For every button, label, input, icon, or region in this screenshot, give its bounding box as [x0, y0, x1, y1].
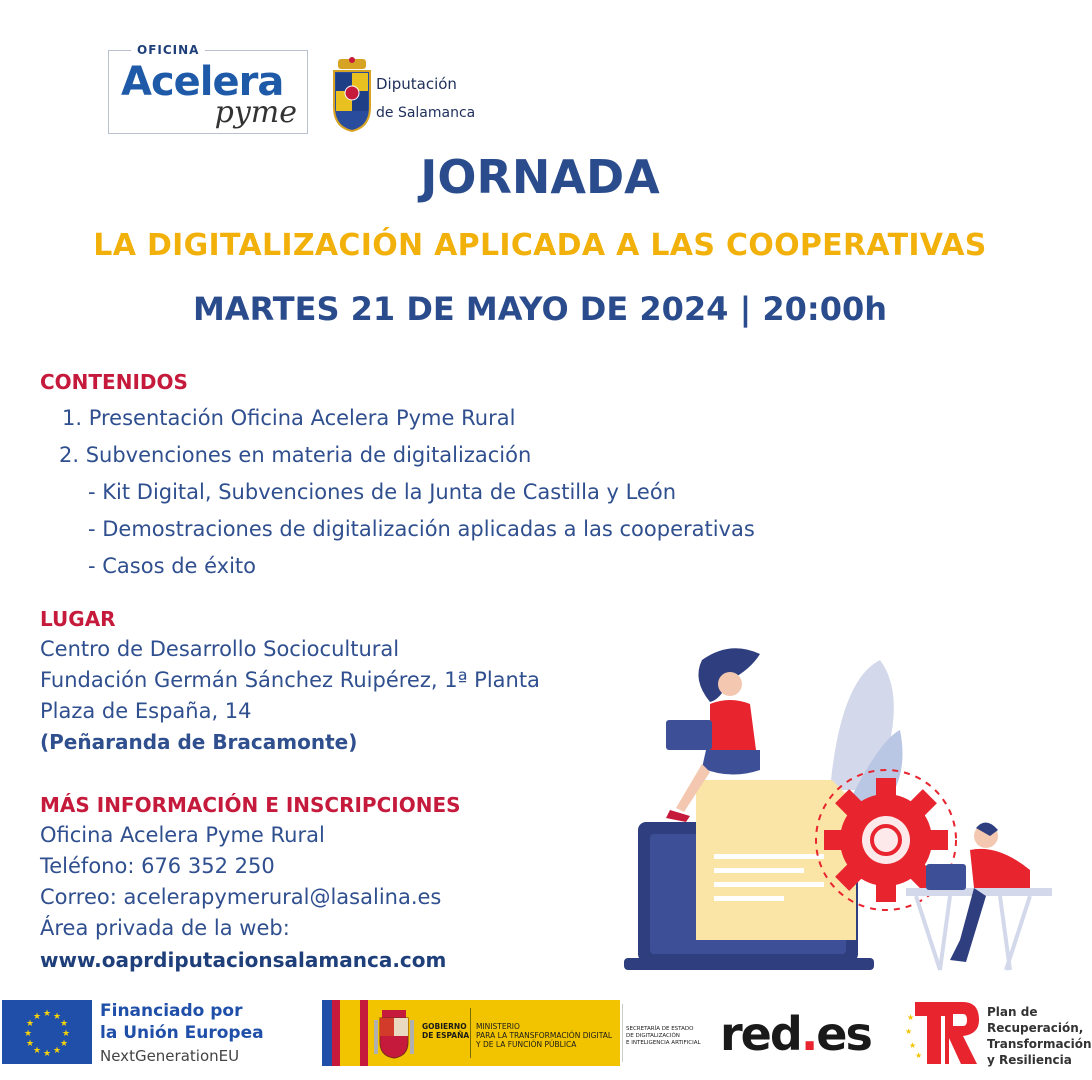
svg-text:★: ★: [42, 1009, 52, 1019]
svg-text:★: ★: [909, 1041, 917, 1050]
eu-line2: la Unión Europea: [100, 1023, 264, 1043]
min-line2: PARA LA TRANSFORMACIÓN DIGITAL: [476, 1031, 613, 1040]
min-line1: MINISTERIO: [476, 1022, 520, 1031]
svg-text:★: ★: [905, 1027, 913, 1036]
eu-flag-icon: [2, 1000, 92, 1064]
sec-line1: SECRETARÍA DE ESTADO: [626, 1026, 694, 1032]
contenidos-item: 1. Presentación Oficina Acelera Pyme Rural: [62, 406, 516, 430]
svg-text:★: ★: [23, 1029, 33, 1039]
diputacion-salamanca-logo: [332, 55, 492, 135]
info-phone: Teléfono: 676 352 250: [40, 854, 275, 878]
svg-text:★: ★: [42, 1049, 52, 1059]
tr-logo-icon: [905, 1000, 981, 1066]
redes-dot: .: [800, 1007, 817, 1061]
eu-line3: NextGenerationEU: [100, 1047, 240, 1065]
info-email: Correo: acelerapymerural@lasalina.es: [40, 885, 442, 909]
red-es-logo: [720, 1007, 871, 1061]
gob-line2: DE ESPAÑA: [422, 1031, 470, 1040]
min-line3: Y DE LA FUNCIÓN PÚBLICA: [476, 1040, 577, 1049]
logo-pyme-text: pyme: [214, 95, 297, 130]
svg-text:★: ★: [52, 1046, 62, 1056]
svg-text:★: ★: [907, 1013, 915, 1022]
lugar-town: (Peñaranda de Bracamonte): [40, 730, 358, 754]
acelera-pyme-logo: [108, 43, 308, 134]
contenidos-title: CONTENIDOS: [40, 370, 188, 394]
diputacion-line1: Diputación: [376, 75, 457, 93]
lugar-line: Plaza de España, 14: [40, 699, 252, 723]
redes-left: red: [720, 1007, 801, 1061]
coat-of-arms-icon: [332, 57, 372, 133]
contenidos-item: 2. Subvenciones en materia de digitalización: [59, 443, 532, 467]
contenidos-subitem: - Demostraciones de digitalización aplicadas a las cooperativas: [88, 517, 755, 541]
info-web-link[interactable]: www.oaprdiputacionsalamanca.com: [40, 948, 447, 972]
plan-line4: y Resiliencia: [987, 1053, 1072, 1067]
svg-text:★: ★: [52, 1012, 62, 1022]
svg-text:★: ★: [25, 1039, 35, 1049]
redes-right: es: [816, 1007, 871, 1061]
spain-shield-icon: [372, 1006, 416, 1060]
plan-line3: Transformación: [987, 1037, 1092, 1051]
eu-funding-text: [100, 1000, 264, 1068]
event-heading: JORNADA: [420, 150, 660, 204]
svg-text:★: ★: [61, 1029, 71, 1039]
svg-text:★: ★: [59, 1019, 69, 1029]
contenidos-subitem: - Kit Digital, Subvenciones de la Junta de Castilla y León: [88, 480, 677, 504]
lugar-line: Centro de Desarrollo Sociocultural: [40, 637, 400, 661]
eu-stripe-icon: [322, 1000, 332, 1066]
sec-line2: DE DIGITALIZACIÓN: [626, 1033, 680, 1039]
svg-text:★: ★: [32, 1046, 42, 1056]
info-line: Oficina Acelera Pyme Rural: [40, 823, 325, 847]
svg-text:★: ★: [915, 1051, 923, 1060]
contenidos-subitem: - Casos de éxito: [88, 554, 257, 578]
info-title: MÁS INFORMACIÓN E INSCRIPCIONES: [40, 793, 461, 817]
info-line: Área privada de la web:: [40, 916, 290, 940]
gob-line1: GOBIERNO: [422, 1022, 467, 1031]
plan-line2: Recuperación,: [987, 1021, 1084, 1035]
plan-line1: Plan de: [987, 1005, 1038, 1019]
lugar-line: Fundación Germán Sánchez Ruipérez, 1ª Planta: [40, 668, 540, 692]
event-subtitle: LA DIGITALIZACIÓN APLICADA A LAS COOPERATIVAS: [93, 228, 987, 263]
lugar-title: LUGAR: [40, 607, 116, 631]
gobierno-espana-logo: [322, 1000, 702, 1066]
svg-text:★: ★: [59, 1039, 69, 1049]
svg-text:★: ★: [32, 1012, 42, 1022]
diputacion-line2: de Salamanca: [376, 105, 476, 121]
eu-line1: Financiado por: [100, 1001, 243, 1021]
logo-oficina-text: OFICINA: [131, 43, 205, 57]
logo-acelera-text: Acelera: [121, 59, 284, 105]
svg-text:★: ★: [25, 1019, 35, 1029]
event-date-time: MARTES 21 DE MAYO DE 2024 | 20:00h: [192, 290, 888, 328]
sec-line3: E INTELIGENCIA ARTIFICIAL: [626, 1040, 701, 1046]
digitalization-illustration: [610, 640, 1060, 980]
